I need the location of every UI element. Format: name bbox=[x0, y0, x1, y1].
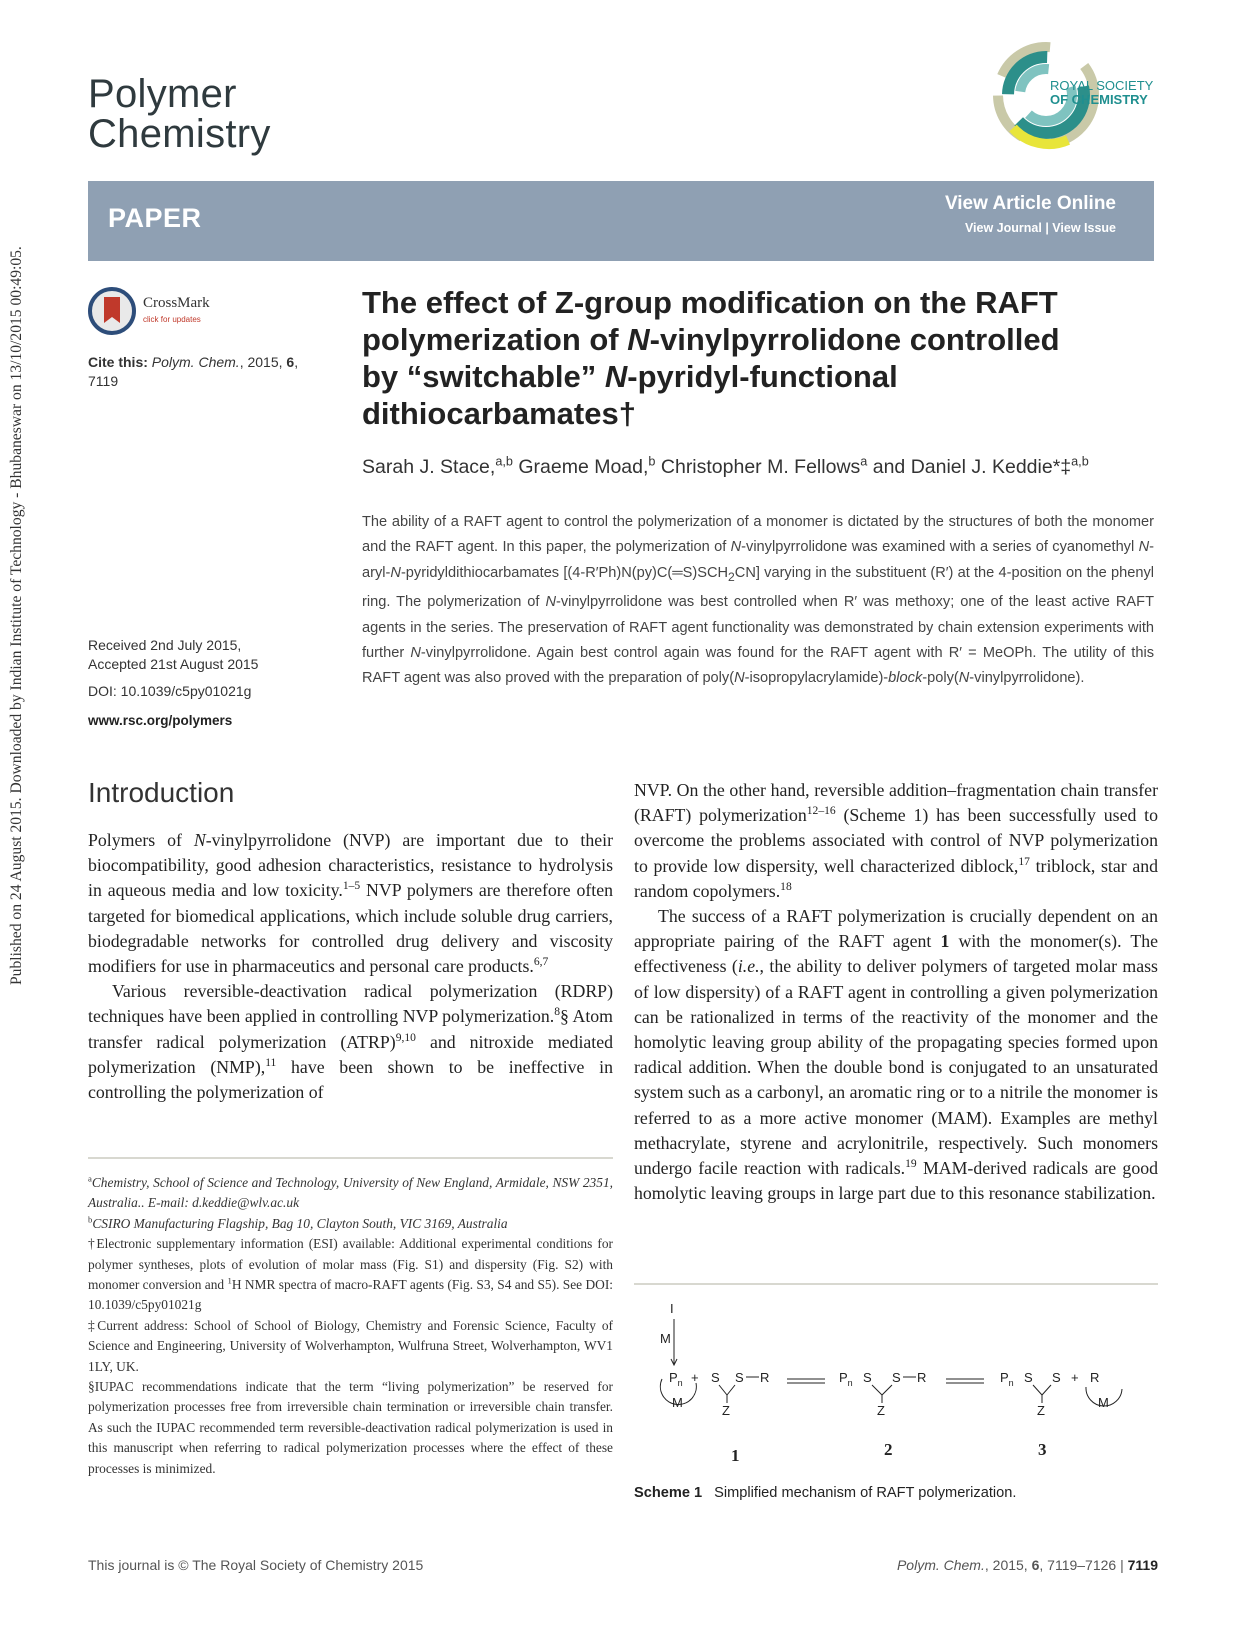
svg-text:Z: Z bbox=[722, 1403, 730, 1418]
divider bbox=[88, 1157, 613, 1159]
svg-text:OF CHEMISTRY: OF CHEMISTRY bbox=[1050, 92, 1148, 107]
svg-text:S: S bbox=[863, 1370, 872, 1385]
paragraph: NVP. On the other hand, reversible addition–fragmentation chain transfer (RAFT) polymerization$^{12-16}$ (Scheme 1) has been successfully used to overcome the problems associated with control of NVP polymerization to provide low dispersity, well characterized diblock,$^{17}$ triblock, star and random copolymers.$^{18}$ bbox=[634, 780, 1158, 901]
view-journal-link[interactable]: View Journal bbox=[964, 221, 1042, 235]
svg-text:3: 3 bbox=[1038, 1440, 1047, 1459]
svg-text:R: R bbox=[917, 1370, 927, 1385]
copyright-footer: This journal is © The Royal Society of Chemistry 2015 bbox=[88, 1557, 424, 1573]
author-list: Sarah J. Stace,$^{a,b}$ Graeme Moad,$^b$ Christopher M. Fellows$^a$ and Daniel J. Keddie*‡$^{a,b}$ bbox=[362, 454, 1089, 478]
body-column-left bbox=[88, 828, 613, 1105]
footnotes bbox=[88, 1173, 613, 1479]
footnote: †Electronic supplementary information (ESI) available: Additional experimental conditions for polymer syntheses, plots of evolution of molar mass (Fig. S1) and dispersity (Fig. S2) with monomer conversion and $^1$H NMR spectra of macro-RAFT agents (Fig. S3, S4 and S5). See DOI: 10.1039/c5py01021g bbox=[88, 1236, 613, 1313]
scheme-caption: Scheme 1 Simplified mechanism of RAFT polymerization. bbox=[634, 1485, 1017, 1501]
crossmark-icon bbox=[88, 287, 136, 335]
svg-text:M: M bbox=[1098, 1395, 1109, 1410]
svg-text:ROYAL SOCIETY: ROYAL SOCIETY bbox=[1050, 78, 1154, 93]
paragraph: The success of a RAFT polymerization is crucially dependent on an appropriate pairing of the RAFT agent 1 with the monomer(s). The effectiveness (i.e., the ability to deliver polymers of targeted molar mass of low dispersity) of a RAFT agent in controlling a given polymerization can be rationalized in terms of the reactivity of the monomer and the homolytic leaving group ability of the propagating species formed upon radical addition. When the double bond is conjugated to an unsaturated system such as a carbonyl, an aromatic ring or to a nitrile the monomer is referred to as a more active monomer (MAM). Examples are methyl methacrylate, styrene and acrylonitrile, respectively. Such monomers undergo facile reaction with radicals.$^{19}$ MAM-derived radicals are good homolytic leaving groups in large part due to this resonance stabilization. bbox=[634, 906, 1159, 1204]
svg-text:S: S bbox=[892, 1370, 901, 1385]
journal-url[interactable]: www.rsc.org/polymers bbox=[88, 713, 233, 728]
view-article-online-link[interactable]: View Article Online bbox=[944, 193, 1116, 214]
section-heading: Introduction bbox=[88, 777, 235, 808]
svg-text:Pn: $P_n$ bbox=[839, 1370, 853, 1388]
svg-text:S: S bbox=[1052, 1370, 1061, 1385]
svg-text:S: S bbox=[711, 1370, 720, 1385]
svg-text:+: + bbox=[691, 1370, 699, 1385]
svg-text:R: R bbox=[760, 1370, 770, 1385]
article-type-label: PAPER bbox=[108, 203, 202, 233]
article-title: The effect of Z-group modification on the RAFT polymerization of N-vinylpyrrolidone controlled by “switchable” N-pyridyl-functional dithiocarbamates† bbox=[362, 285, 1060, 431]
svg-text:Pn: $P_n$ bbox=[669, 1370, 683, 1388]
divider bbox=[634, 1283, 1158, 1285]
svg-text:S: S bbox=[1024, 1370, 1033, 1385]
rsc-logo bbox=[988, 40, 1158, 152]
download-note: Published on 24 August 2015. Downloaded by Indian Institute of Technology - Bhubaneswar on 13/10/2015 00:49:05. bbox=[8, 246, 25, 985]
paragraph: Various reversible-deactivation radical polymerization (RDRP) techniques have been applied in controlling NVP polymerization.$^8$§ Atom transfer radical polymerization (ATRP)$^{9,10}$ and nitroxide mediated polymerization (NMP),$^{11}$ have been shown to be ineffective in controlling the polymerization of bbox=[88, 981, 614, 1103]
dates: Received 2nd July 2015, Accepted 21st August 2015 bbox=[88, 637, 259, 672]
svg-text:S: S bbox=[735, 1370, 744, 1385]
footnote: $^a$Chemistry, School of Science and Technology, University of New England, Armidale, NSW 2351, Australia.. E-mail: d.keddie@wlv.ac.uk bbox=[88, 1173, 613, 1211]
svg-text:+: + bbox=[1071, 1370, 1079, 1385]
svg-text:Pn: $P_n$ bbox=[1000, 1370, 1014, 1388]
crossmark-button[interactable]: CrossMark click for updates bbox=[88, 287, 238, 337]
svg-text:Z: Z bbox=[877, 1403, 885, 1418]
svg-text:I: I bbox=[670, 1301, 674, 1316]
svg-text:M: M bbox=[672, 1395, 683, 1410]
footnote: $^b$CSIRO Manufacturing Flagship, Bag 10, Clayton South, VIC 3169, Australia bbox=[88, 1214, 508, 1231]
body-column-right bbox=[634, 778, 1158, 1206]
svg-text:M: M bbox=[660, 1331, 671, 1346]
scheme-1-diagram bbox=[634, 1297, 1158, 1477]
svg-text:2: 2 bbox=[884, 1440, 893, 1459]
svg-text:Z: Z bbox=[1037, 1403, 1045, 1418]
citation: Cite this: Polym. Chem., 2015, 6, 7119 bbox=[88, 354, 299, 389]
footnote: ‡Current address: School of School of Biology, Chemistry and Forensic Science, Faculty of Science and Engineering, University of Wolverhampton, Wulfruna Street, Wolverhampton, WV1 1LY, UK. bbox=[88, 1317, 613, 1374]
page-footer: Polym. Chem., 2015, 6, 7119–7126 | 7119 bbox=[896, 1557, 1158, 1573]
abstract: The ability of a RAFT agent to control the polymerization of a monomer is dictated by the structures of both the monomer and the RAFT agent. In this paper, the polymerization of N-vinylpyrrolidone was examined with a series of cyanomethyl N-aryl-N-pyridyldithiocarbamates $[(4-R'Ph)N(py)C(═S)SCH_2CN]$ varying in the substituent (R′) at the 4-position on the phenyl ring. The polymerization of N-vinylpyrrolidone was best controlled when R′ was methoxy; one of the least active RAFT agents in the series. The preservation of RAFT agent functionality was demonstrated by chain extension experiments with further N-vinylpyrrolidone. Again best control again was found for the RAFT agent with R′ = MeOPh. The utility of this RAFT agent was also proved with the preparation of poly(N-isopropylacrylamide)-block-poly(N-vinylpyrrolidone). bbox=[362, 514, 1154, 687]
svg-text:R: R bbox=[1090, 1370, 1100, 1385]
journal-title: Polymer Chemistry bbox=[88, 72, 271, 156]
doi: DOI: 10.1039/c5py01021g bbox=[88, 683, 252, 699]
footnote: §IUPAC recommendations indicate that the term “living polymerization” be reserved for polymerization processes free from irreversible chain termination or irreversible chain transfer. As such the IUPAC recommended term reversible-deactivation radical polymerization is used in this manuscript when referring to radical polymerization processes where the effect of these processes is minimized. bbox=[88, 1379, 613, 1476]
svg-text:1: 1 bbox=[731, 1446, 740, 1465]
paragraph: Polymers of N-vinylpyrrolidone (NVP) are important due to their biocompatibility, good adhesion characteristics, resistance to hydrolysis in aqueous media and low toxicity.$^{1-5}$ NVP polymers are therefore often targeted for biomedical applications, which include soluble drug carriers, biodegradable networks for controlled drug delivery and viscosity modifiers for use in pharmaceutics and personal care products.$^{6,7}$ bbox=[88, 830, 614, 977]
article-type-banner: PAPER View Article Online View Journal | View Issue bbox=[88, 181, 1154, 261]
view-issue-link[interactable]: View Issue bbox=[1052, 221, 1116, 235]
